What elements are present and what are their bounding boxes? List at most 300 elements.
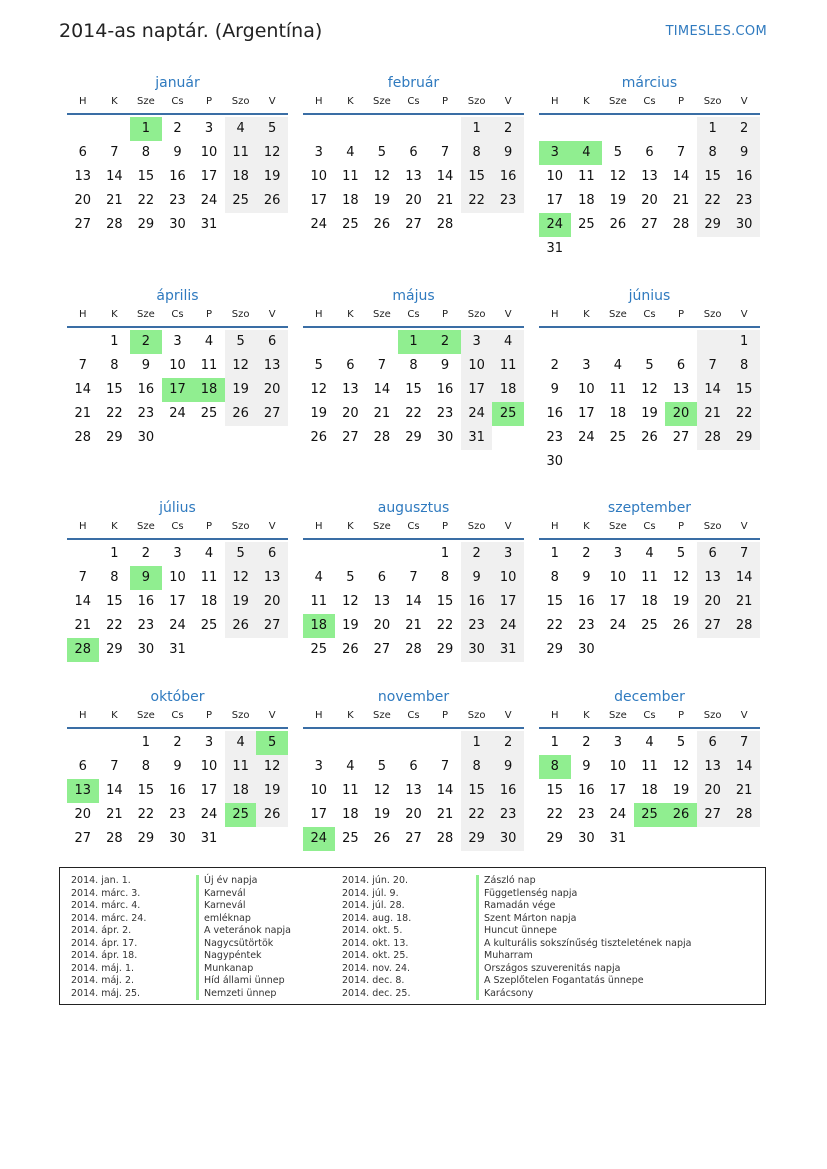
weekday-label: Cs xyxy=(407,309,420,320)
holiday-cell: 25 xyxy=(492,402,524,426)
weekday-label: Sze xyxy=(137,96,155,107)
day-cell: 26 xyxy=(373,217,391,232)
day-cell: 17 xyxy=(461,378,493,402)
day-cell: 8 xyxy=(461,755,493,779)
day-cell: 18 xyxy=(609,406,627,421)
day-cell: 15 xyxy=(546,594,564,609)
day-cell: 21 xyxy=(436,807,454,822)
weekday-label: P xyxy=(678,521,685,532)
day-cell: 26 xyxy=(256,189,288,213)
day-cell: 21 xyxy=(106,193,123,208)
day-cell: 24 xyxy=(578,430,595,445)
weekday-label: K xyxy=(347,710,354,721)
blank-cell xyxy=(571,330,603,354)
day-cell: 20 xyxy=(256,590,288,614)
weekday-label: V xyxy=(268,710,276,721)
weekday-label: P xyxy=(442,710,449,721)
day-cell: 17 xyxy=(578,406,595,421)
weekday-label: P xyxy=(678,710,685,721)
day-cell: 27 xyxy=(697,803,729,827)
day-cell: 14 xyxy=(405,594,422,609)
day-cell: 10 xyxy=(200,145,218,160)
day-cell: 11 xyxy=(200,570,218,585)
legend-holiday-name: Munkanap xyxy=(196,963,291,976)
day-cell: 16 xyxy=(461,590,493,614)
weekday-label: H xyxy=(551,96,559,107)
month-name: március xyxy=(621,75,678,91)
blank-cell xyxy=(335,330,367,354)
holiday-cell: 13 xyxy=(67,779,99,803)
day-cell: 10 xyxy=(310,783,328,798)
day-cell: 14 xyxy=(373,382,391,397)
day-cell: 20 xyxy=(697,590,729,614)
legend-holiday-name: A kulturális sokszínűség tiszteletének napja xyxy=(476,938,691,951)
day-cell: 12 xyxy=(373,169,391,184)
day-cell: 26 xyxy=(225,402,257,426)
weekday-label: Szo xyxy=(703,309,722,320)
day-cell: 15 xyxy=(697,165,729,189)
legend-holiday-name: A veteránok napja xyxy=(196,925,291,938)
day-cell: 2 xyxy=(492,117,524,141)
weekday-label: Sze xyxy=(137,710,155,721)
day-cell: 30 xyxy=(137,642,155,657)
day-cell: 18 xyxy=(225,779,257,803)
day-cell: 12 xyxy=(672,759,690,774)
day-cell: 25 xyxy=(200,618,218,633)
day-cell: 11 xyxy=(578,169,595,184)
legend-holiday-name: A Szeplőtelen Fogantatás ünnepe xyxy=(476,975,691,988)
day-cell: 31 xyxy=(169,642,186,657)
day-cell: 15 xyxy=(546,783,564,798)
day-cell: 17 xyxy=(310,807,328,822)
day-grid xyxy=(303,542,524,662)
day-cell: 11 xyxy=(342,169,359,184)
weekday-header xyxy=(539,307,760,328)
day-grid xyxy=(303,117,524,237)
day-cell: 12 xyxy=(609,169,627,184)
day-cell: 28 xyxy=(436,217,454,232)
legend-date: 2014. okt. 25. xyxy=(342,950,409,961)
day-cell: 17 xyxy=(310,193,328,208)
day-cell: 16 xyxy=(137,382,155,397)
day-cell: 9 xyxy=(440,358,450,373)
weekday-label: K xyxy=(111,710,118,721)
day-cell: 19 xyxy=(609,193,627,208)
day-cell: 20 xyxy=(405,807,422,822)
day-cell: 20 xyxy=(74,807,92,822)
weekday-label: Szo xyxy=(231,521,250,532)
legend-date: 2014. júl. 28. xyxy=(342,900,405,911)
day-cell: 11 xyxy=(200,358,218,373)
day-cell: 22 xyxy=(461,803,493,827)
day-cell: 10 xyxy=(169,570,186,585)
weekday-label: K xyxy=(583,96,590,107)
day-cell: 2 xyxy=(492,731,524,755)
holiday-cell: 2 xyxy=(130,330,162,354)
weekday-label: Sze xyxy=(609,309,627,320)
day-cell: 29 xyxy=(405,430,422,445)
weekday-header xyxy=(303,94,524,115)
day-cell: 26 xyxy=(373,831,391,846)
weekday-header xyxy=(303,708,524,729)
day-cell: 19 xyxy=(672,594,690,609)
weekday-label: Cs xyxy=(171,521,184,532)
day-grid xyxy=(67,330,288,450)
day-cell: 6 xyxy=(697,731,729,755)
weekday-label: P xyxy=(442,521,449,532)
month-4 xyxy=(303,285,524,450)
weekday-header xyxy=(303,519,524,540)
site-link[interactable]: TIMESLES.COM xyxy=(665,24,767,39)
day-cell: 15 xyxy=(461,165,493,189)
weekday-header xyxy=(303,307,524,328)
day-cell: 20 xyxy=(74,193,92,208)
day-cell: 28 xyxy=(106,217,123,232)
day-cell: 19 xyxy=(256,165,288,189)
day-cell: 5 xyxy=(676,546,686,561)
month-3 xyxy=(67,285,288,450)
day-cell: 24 xyxy=(492,614,524,638)
day-cell: 16 xyxy=(728,165,760,189)
day-cell: 21 xyxy=(74,618,92,633)
day-cell: 16 xyxy=(578,783,595,798)
day-cell: 12 xyxy=(641,382,658,397)
day-cell: 16 xyxy=(492,165,524,189)
blank-cell xyxy=(303,542,335,566)
day-cell: 4 xyxy=(645,735,654,750)
day-cell: 26 xyxy=(641,430,658,445)
blank-cell xyxy=(335,117,367,141)
weekday-label: P xyxy=(206,96,213,107)
day-cell: 22 xyxy=(697,189,729,213)
day-cell: 12 xyxy=(310,382,328,397)
day-cell: 9 xyxy=(728,141,760,165)
holiday-cell: 25 xyxy=(225,803,257,827)
day-cell: 3 xyxy=(613,546,623,561)
day-cell: 12 xyxy=(225,566,257,590)
month-6 xyxy=(67,497,288,662)
day-cell: 5 xyxy=(377,759,387,774)
day-cell: 9 xyxy=(141,358,151,373)
weekday-label: V xyxy=(740,521,748,532)
day-cell: 25 xyxy=(578,217,595,232)
day-cell: 14 xyxy=(436,783,454,798)
day-cell: 1 xyxy=(550,546,559,561)
weekday-label: Szo xyxy=(467,710,486,721)
legend-date: 2014. máj. 1. xyxy=(71,962,135,974)
day-cell: 29 xyxy=(106,642,123,657)
day-cell: 4 xyxy=(346,759,355,774)
day-cell: 28 xyxy=(672,217,690,232)
day-cell: 16 xyxy=(169,169,186,184)
day-cell: 1 xyxy=(461,731,493,755)
legend-holiday-name: Híd állami ünnep xyxy=(196,975,291,988)
day-cell: 3 xyxy=(492,542,524,566)
day-grid xyxy=(539,542,760,662)
weekday-label: H xyxy=(315,96,323,107)
day-cell: 19 xyxy=(641,406,658,421)
day-cell: 4 xyxy=(314,570,323,585)
weekday-label: H xyxy=(315,309,323,320)
day-cell: 9 xyxy=(492,755,524,779)
day-cell: 14 xyxy=(436,169,454,184)
legend-date: 2014. okt. 13. xyxy=(342,937,409,949)
day-cell: 6 xyxy=(377,570,387,585)
weekday-label: P xyxy=(678,309,685,320)
weekday-header xyxy=(539,708,760,729)
day-cell: 21 xyxy=(728,590,760,614)
day-cell: 10 xyxy=(461,354,493,378)
day-cell: 28 xyxy=(697,426,729,450)
month-name: szeptember xyxy=(607,500,692,516)
day-cell: 28 xyxy=(74,430,92,445)
day-cell: 3 xyxy=(204,735,214,750)
day-cell: 27 xyxy=(405,217,422,232)
legend-date: 2014. ápr. 18. xyxy=(71,950,138,961)
day-cell: 6 xyxy=(256,330,288,354)
day-cell: 3 xyxy=(314,145,323,160)
legend-holiday-name: Zászló nap xyxy=(476,875,691,888)
day-cell: 5 xyxy=(314,358,323,373)
day-cell: 12 xyxy=(256,141,288,165)
weekday-label: Cs xyxy=(643,710,656,721)
day-grid xyxy=(303,330,524,450)
day-cell: 30 xyxy=(436,430,454,445)
day-cell: 11 xyxy=(641,570,658,585)
month-name: május xyxy=(392,288,435,304)
holiday-cell: 28 xyxy=(67,638,99,662)
weekday-header xyxy=(67,307,288,328)
weekday-label: H xyxy=(551,710,559,721)
day-cell: 23 xyxy=(436,406,454,421)
day-cell: 14 xyxy=(74,594,92,609)
weekday-label: Sze xyxy=(609,521,627,532)
day-cell: 1 xyxy=(110,334,119,349)
weekday-label: Szo xyxy=(703,521,722,532)
weekday-header xyxy=(539,94,760,115)
weekday-label: V xyxy=(268,309,276,320)
day-cell: 26 xyxy=(672,618,690,633)
day-cell: 27 xyxy=(672,430,690,445)
day-cell: 8 xyxy=(550,570,559,585)
holiday-cell: 25 xyxy=(634,803,666,827)
weekday-label: Sze xyxy=(609,96,627,107)
day-cell: 23 xyxy=(137,618,155,633)
holiday-legend xyxy=(59,867,766,1005)
day-cell: 28 xyxy=(106,831,123,846)
day-cell: 7 xyxy=(110,759,119,774)
day-cell: 17 xyxy=(546,193,564,208)
day-cell: 21 xyxy=(697,402,729,426)
legend-holiday-name: Nagycsütörtök xyxy=(196,938,291,951)
day-cell: 13 xyxy=(405,783,422,798)
legend-date: 2014. márc. 24. xyxy=(71,912,147,924)
day-cell: 15 xyxy=(106,594,123,609)
weekday-label: Sze xyxy=(137,309,155,320)
day-cell: 30 xyxy=(461,638,493,662)
day-grid xyxy=(539,117,760,261)
weekday-label: Sze xyxy=(373,96,391,107)
day-cell: 24 xyxy=(609,807,627,822)
legend-date: 2014. júl. 9. xyxy=(342,887,399,899)
day-cell: 23 xyxy=(492,803,524,827)
day-cell: 7 xyxy=(440,145,450,160)
weekday-label: Szo xyxy=(231,710,250,721)
legend-date: 2014. márc. 3. xyxy=(71,887,141,899)
day-cell: 29 xyxy=(728,426,760,450)
weekday-label: V xyxy=(268,521,276,532)
day-cell: 2 xyxy=(461,542,493,566)
day-cell: 4 xyxy=(225,731,257,755)
weekday-label: H xyxy=(79,96,87,107)
day-cell: 25 xyxy=(342,831,359,846)
day-cell: 11 xyxy=(342,783,359,798)
month-name: január xyxy=(155,75,200,91)
day-cell: 7 xyxy=(728,731,760,755)
day-cell: 10 xyxy=(310,169,328,184)
weekday-label: V xyxy=(504,309,512,320)
day-cell: 12 xyxy=(256,755,288,779)
day-cell: 1 xyxy=(728,330,760,354)
day-cell: 1 xyxy=(550,735,559,750)
month-9 xyxy=(67,686,288,851)
day-cell: 12 xyxy=(672,570,690,585)
day-cell: 4 xyxy=(204,546,214,561)
day-cell: 28 xyxy=(436,831,454,846)
day-cell: 10 xyxy=(492,566,524,590)
day-cell: 2 xyxy=(728,117,760,141)
blank-cell xyxy=(366,542,398,566)
month-8 xyxy=(539,497,760,662)
day-cell: 20 xyxy=(256,378,288,402)
day-cell: 31 xyxy=(200,831,218,846)
day-cell: 5 xyxy=(225,542,257,566)
day-cell: 9 xyxy=(582,570,591,585)
blank-cell xyxy=(539,117,571,141)
day-cell: 11 xyxy=(492,354,524,378)
day-cell: 18 xyxy=(641,783,658,798)
day-cell: 2 xyxy=(550,358,559,373)
blank-cell xyxy=(99,731,131,755)
blank-cell xyxy=(67,330,99,354)
month-1 xyxy=(303,72,524,237)
day-cell: 24 xyxy=(310,217,328,232)
day-cell: 8 xyxy=(728,354,760,378)
day-cell: 11 xyxy=(225,141,257,165)
blank-cell xyxy=(571,117,603,141)
day-cell: 24 xyxy=(200,807,218,822)
day-cell: 8 xyxy=(409,358,418,373)
day-cell: 28 xyxy=(728,803,760,827)
day-cell: 22 xyxy=(461,189,493,213)
day-cell: 22 xyxy=(137,807,155,822)
day-cell: 21 xyxy=(672,193,690,208)
day-cell: 20 xyxy=(641,193,658,208)
legend-date: 2014. máj. 2. xyxy=(71,975,135,986)
day-cell: 4 xyxy=(613,358,623,373)
weekday-label: P xyxy=(206,710,213,721)
day-cell: 31 xyxy=(492,638,524,662)
day-cell: 27 xyxy=(342,430,359,445)
day-cell: 6 xyxy=(409,759,418,774)
month-2 xyxy=(539,72,760,261)
legend-date: 2014. nov. 24. xyxy=(342,962,411,974)
blank-cell xyxy=(602,330,634,354)
weekday-label: V xyxy=(268,96,276,107)
blank-cell xyxy=(665,117,697,141)
weekday-label: K xyxy=(347,521,354,532)
day-cell: 12 xyxy=(225,354,257,378)
day-cell: 6 xyxy=(346,358,355,373)
weekday-label: Szo xyxy=(231,309,250,320)
legend-holiday-name: Új év napja xyxy=(196,875,291,888)
day-cell: 25 xyxy=(641,618,658,633)
legend-holiday-name: Országos szuverenitás napja xyxy=(476,963,691,976)
day-cell: 22 xyxy=(106,618,123,633)
day-cell: 29 xyxy=(546,831,564,846)
day-cell: 20 xyxy=(405,193,422,208)
blank-cell xyxy=(429,117,461,141)
day-cell: 14 xyxy=(697,378,729,402)
day-grid xyxy=(539,731,760,851)
legend-date: 2014. márc. 4. xyxy=(71,900,141,911)
legend-date: 2014. jan. 1. xyxy=(71,875,131,886)
blank-cell xyxy=(539,330,571,354)
day-cell: 1 xyxy=(461,117,493,141)
day-cell: 5 xyxy=(256,117,288,141)
blank-cell xyxy=(366,330,398,354)
holiday-cell: 24 xyxy=(303,827,335,851)
day-cell: 3 xyxy=(173,334,182,349)
day-cell: 7 xyxy=(110,145,119,160)
weekday-label: Cs xyxy=(407,521,420,532)
legend-holiday-name: Nemzeti ünnep xyxy=(196,988,291,1001)
day-cell: 10 xyxy=(578,382,595,397)
day-cell: 6 xyxy=(409,145,418,160)
day-cell: 10 xyxy=(169,358,186,373)
holiday-cell: 1 xyxy=(130,117,162,141)
holiday-cell: 18 xyxy=(193,378,225,402)
weekday-label: H xyxy=(79,710,87,721)
day-cell: 2 xyxy=(582,546,591,561)
day-cell: 3 xyxy=(461,330,493,354)
day-cell: 19 xyxy=(310,406,328,421)
month-name: augusztus xyxy=(377,500,450,516)
legend-date: 2014. dec. 25. xyxy=(342,987,411,999)
day-cell: 3 xyxy=(613,735,623,750)
legend-holiday-name: Karnevál xyxy=(196,888,291,901)
month-name: november xyxy=(377,689,450,705)
blank-cell xyxy=(634,330,666,354)
weekday-label: Cs xyxy=(171,96,184,107)
day-cell: 1 xyxy=(440,546,450,561)
day-cell: 19 xyxy=(342,618,359,633)
weekday-label: P xyxy=(206,309,213,320)
day-cell: 13 xyxy=(74,169,92,184)
day-cell: 7 xyxy=(78,570,87,585)
month-0 xyxy=(67,72,288,237)
weekday-label: Cs xyxy=(171,710,184,721)
day-cell: 23 xyxy=(546,430,564,445)
blank-cell xyxy=(67,731,99,755)
month-name: július xyxy=(159,500,196,516)
day-cell: 20 xyxy=(342,406,359,421)
day-cell: 7 xyxy=(409,570,418,585)
day-grid xyxy=(67,117,288,237)
day-cell: 7 xyxy=(377,358,387,373)
day-cell: 26 xyxy=(342,642,359,657)
blank-cell xyxy=(697,330,729,354)
